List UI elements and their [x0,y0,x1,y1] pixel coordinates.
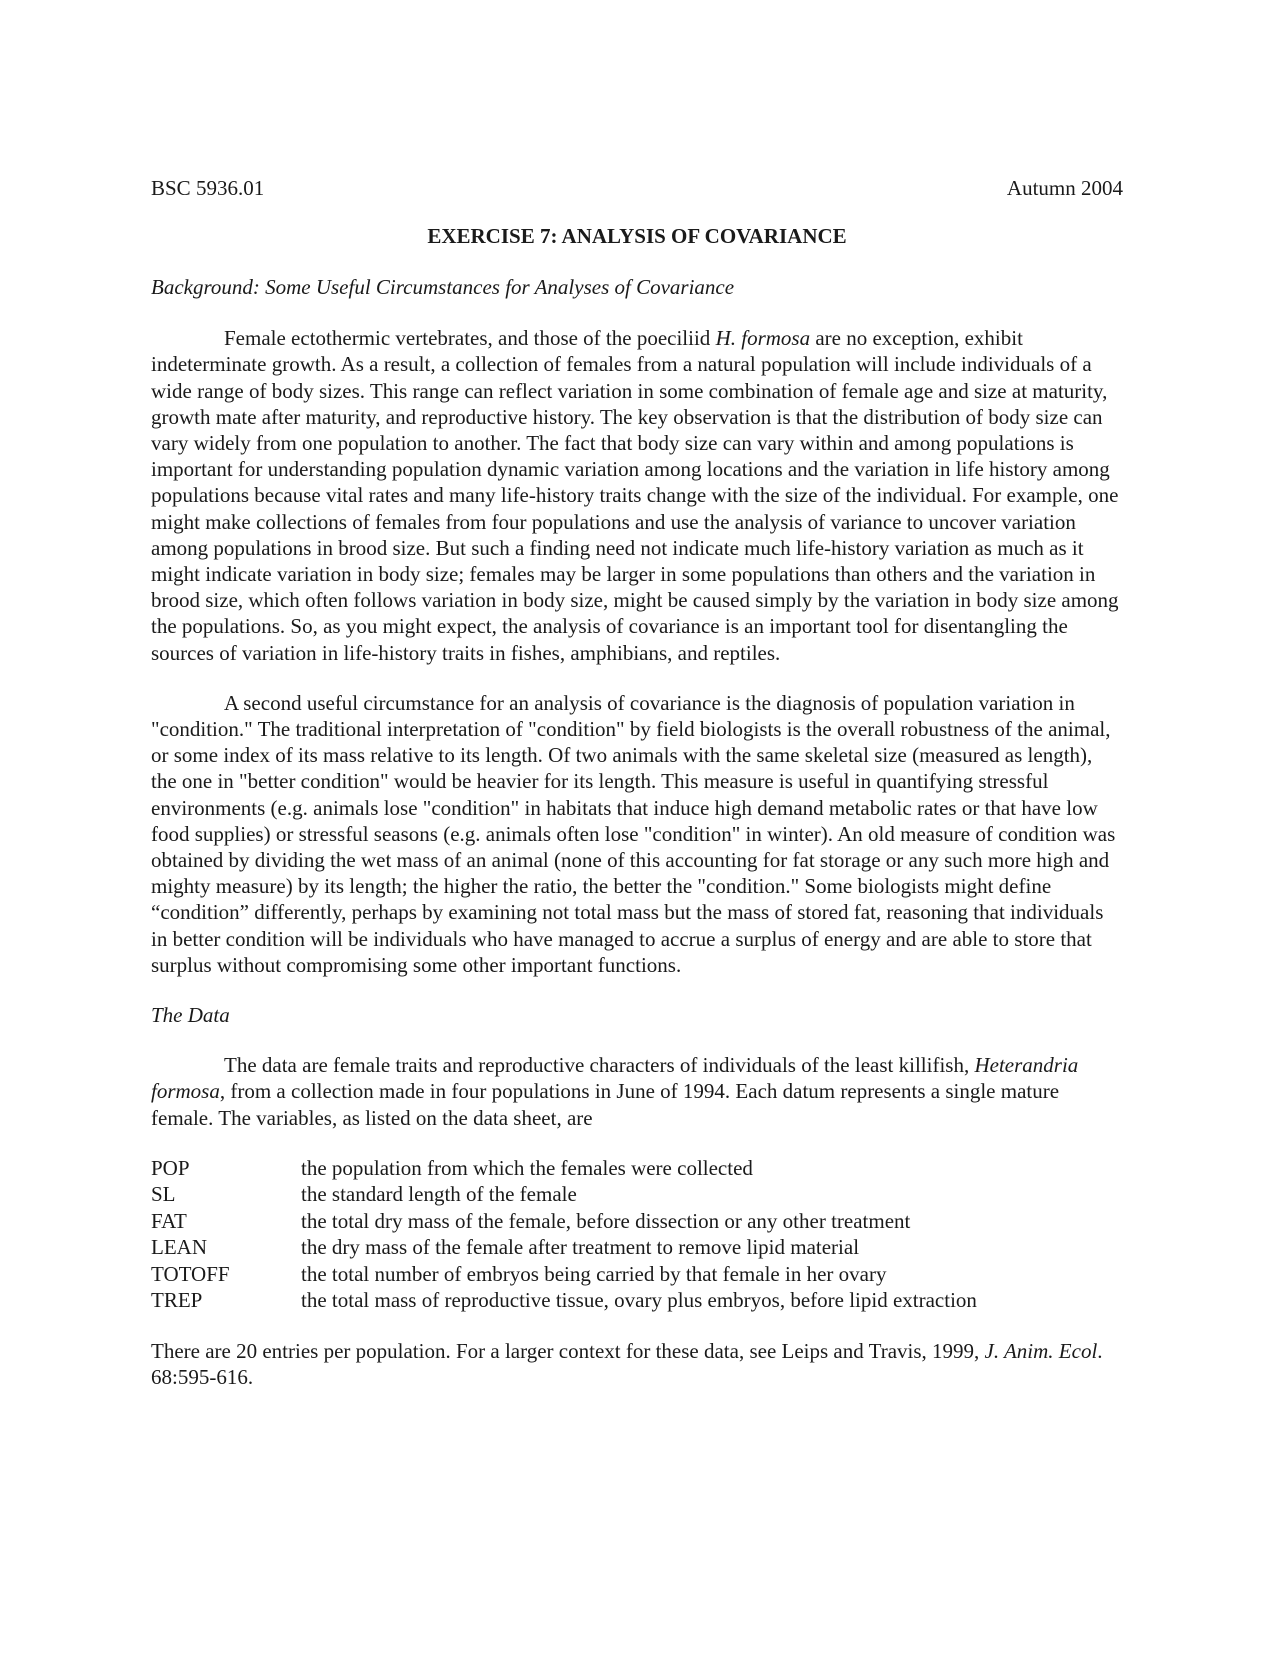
variable-description: the standard length of the female [301,1182,577,1207]
journal-name: J. Anim. Ecol [984,1338,1098,1363]
variable-row [151,1287,1123,1314]
variable-description: the total mass of reproductive tissue, ovary plus embryos, before lipid extraction [301,1288,977,1313]
exercise-title: EXERCISE 7: ANALYSIS OF COVARIANCE [427,224,847,248]
course-code: BSC 5936.01 [151,176,265,200]
variable-row [151,1181,1123,1208]
page-header [151,175,1123,203]
term-label: Autumn 2004 [1006,176,1123,200]
paragraph-condition: A second useful circumstance for an analysis of covariance is the diagnosis of population variation in "condition." The traditional interpretation of "condition" by field biologists is the overall robustness of the animal, or some index of its mass relative to its length. Of two animals with the same skeletal size (measured as length), the one in "better condition" would be heavier for its length. This measure is useful in quantifying stressful environments (e.g. animals lose "condition" in habitats that induce high demand metabolic rates or that have low food supplies) or stressful seasons (e.g. animals often lose "condition" in winter). An old measure of condition was obtained by dividing the wet mass of an animal (none of this accounting for fat storage or any such more high and mighty measure) by its length; the higher the ratio, the better the "condition." Some biologists might define “condition” differently, perhaps by examining not total mass but the mass of stored fat, reasoning that individuals in better condition will be individuals who have managed to accrue a surplus of energy and are able to store that surplus without compromising some other important functions. [151,690,1116,977]
variable-row [151,1234,1123,1261]
closing-text: There are 20 entries per population. For a larger context for these data, see Leips and Travis, 1999, [151,1338,985,1363]
variable-row [151,1208,1123,1235]
variable-name: SL [151,1182,176,1207]
variable-name: TREP [151,1288,203,1313]
variable-name: FAT [151,1208,187,1233]
variable-name: LEAN [151,1235,207,1260]
variable-row [151,1261,1123,1288]
document-page [151,175,1123,1411]
citation-tail: . 68:595-616. [151,1338,1103,1390]
variable-description: the population from which the females were collected [301,1155,753,1180]
paragraph-closing [151,1338,1123,1390]
variable-description: the total dry mass of the female, before dissection or any other treatment [301,1208,911,1233]
species-name: H. formosa [715,326,811,351]
variable-description: the dry mass of the female after treatment to remove lipid material [301,1235,860,1260]
background-heading: Background: Some Useful Circumstances for Analyses of Covariance [151,275,735,299]
paragraph-data-rest: , from a collection made in four populations in June of 1994. Each datum represents a single mature female. The variables, as listed on the data sheet, are [151,1079,1060,1130]
variable-row [151,1155,1123,1182]
paragraph-growth-rest: are no exception, exhibit indeterminate growth. As a result, a collection of females from a natural population will include individuals of a wide range of body sizes. This range can reflect variation in some combination of female age and size at maturity, growth mate after maturity, and reproductive history. The key observation is that the distribution of body size can vary widely from one population to another. The fact that body size can vary within and among populations is important for understanding population dynamic variation among locations and the variation in life history among populations because vital rates and many life-history traits change with the size of the individual. For example, one might make collections of females from four populations and use the analysis of variance to uncover variation among populations in brood size. But such a finding need not indicate much life-history variation as much as it might indicate variation in body size; females may be larger in some populations than others and the variation in brood size, which often follows variation in body size, might be caused simply by the variation in body size among the populations. So, as you might expect, the analysis of covariance is an important tool for disentangling the sources of variation in life-history traits in fishes, amphibians, and reptiles. [151,326,1119,665]
variable-name: POP [151,1155,190,1180]
paragraph-growth-start: Female ectothermic vertebrates, and those of the poeciliid [224,326,716,351]
paragraph-growth [151,325,1123,666]
data-heading: The Data [151,1003,230,1028]
variable-description: the total number of embryos being carried by that female in her ovary [301,1261,887,1286]
paragraph-data [151,1052,1123,1131]
variable-name: TOTOFF [151,1261,230,1286]
variable-list [151,1155,1123,1314]
species-name-full: Heterandria formosa [151,1053,1079,1104]
paragraph-data-start: The data are female traits and reproductive characters of individuals of the least killifish, [224,1053,975,1078]
